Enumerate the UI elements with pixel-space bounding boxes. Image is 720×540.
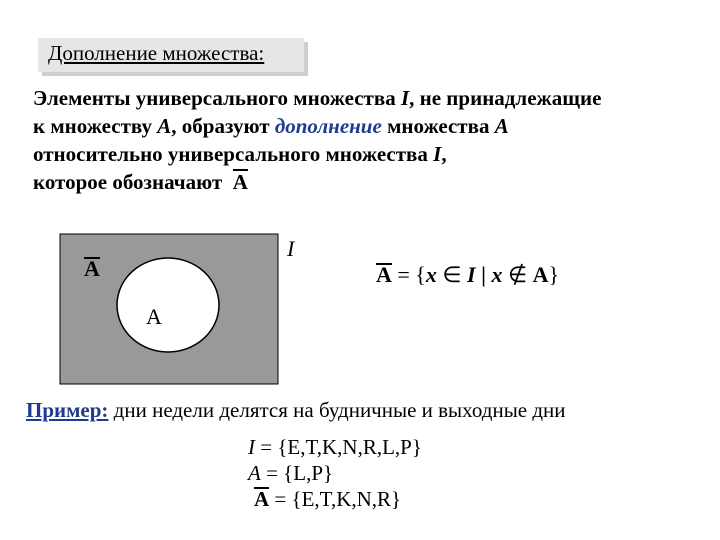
formula-complement-symbol: A <box>376 262 392 287</box>
definition-text-part: , не принадлежащие <box>409 86 602 110</box>
set-a-ellipse <box>117 258 219 352</box>
set-a-label: A <box>146 304 162 329</box>
complement-row <box>248 486 422 512</box>
complement-term: дополнение <box>274 114 382 138</box>
set-a-row <box>248 460 422 486</box>
example-sets <box>248 434 422 512</box>
example-line <box>26 398 566 423</box>
slide-title: Дополнение множества: <box>48 41 265 65</box>
set-a-symbol: A <box>494 114 509 138</box>
universe-label: I <box>287 236 295 261</box>
formula-set-a: A <box>532 262 549 287</box>
formula-variable: x <box>425 262 437 287</box>
complement-name: A <box>254 487 270 511</box>
definition-text-part: , образуют <box>171 114 275 138</box>
formula-variable: x <box>491 262 503 287</box>
set-a-value: = {L,P} <box>260 461 334 485</box>
set-a-symbol: A <box>157 114 172 138</box>
definition-text-part: , <box>441 142 447 166</box>
example-text: дни недели делятся на будничные и выходные дни <box>108 398 566 422</box>
universal-set-symbol: I <box>400 86 410 110</box>
complement-symbol: A <box>232 170 248 194</box>
example-label: Пример: <box>26 398 109 422</box>
definition-text-part: которое обозначают <box>33 170 228 194</box>
formula-universal-set: I <box>467 262 476 287</box>
formula-element-of: ∈ <box>436 262 468 287</box>
complement-formula <box>376 262 559 288</box>
definition-text-part: относительно универсального множества <box>33 142 434 166</box>
universal-set-symbol: I <box>433 142 442 166</box>
definition-text-part: к множеству <box>33 114 158 138</box>
complement-region-label: A <box>84 256 100 281</box>
set-i-name: I <box>248 435 255 459</box>
set-a-name: A <box>248 461 261 485</box>
formula-not-element-of: ∉ <box>502 262 533 287</box>
complement-value: = {E,T,K,N,R} <box>269 487 402 511</box>
set-i-row <box>248 434 422 460</box>
formula-part: = { <box>391 262 426 287</box>
definition-text-part: Элементы универсального множества <box>33 86 401 110</box>
set-i-value: = {E,T,K,N,R,L,P} <box>255 435 422 459</box>
formula-part: | <box>475 262 492 287</box>
definition-text-part: множества <box>381 114 495 138</box>
formula-part: } <box>548 262 560 287</box>
